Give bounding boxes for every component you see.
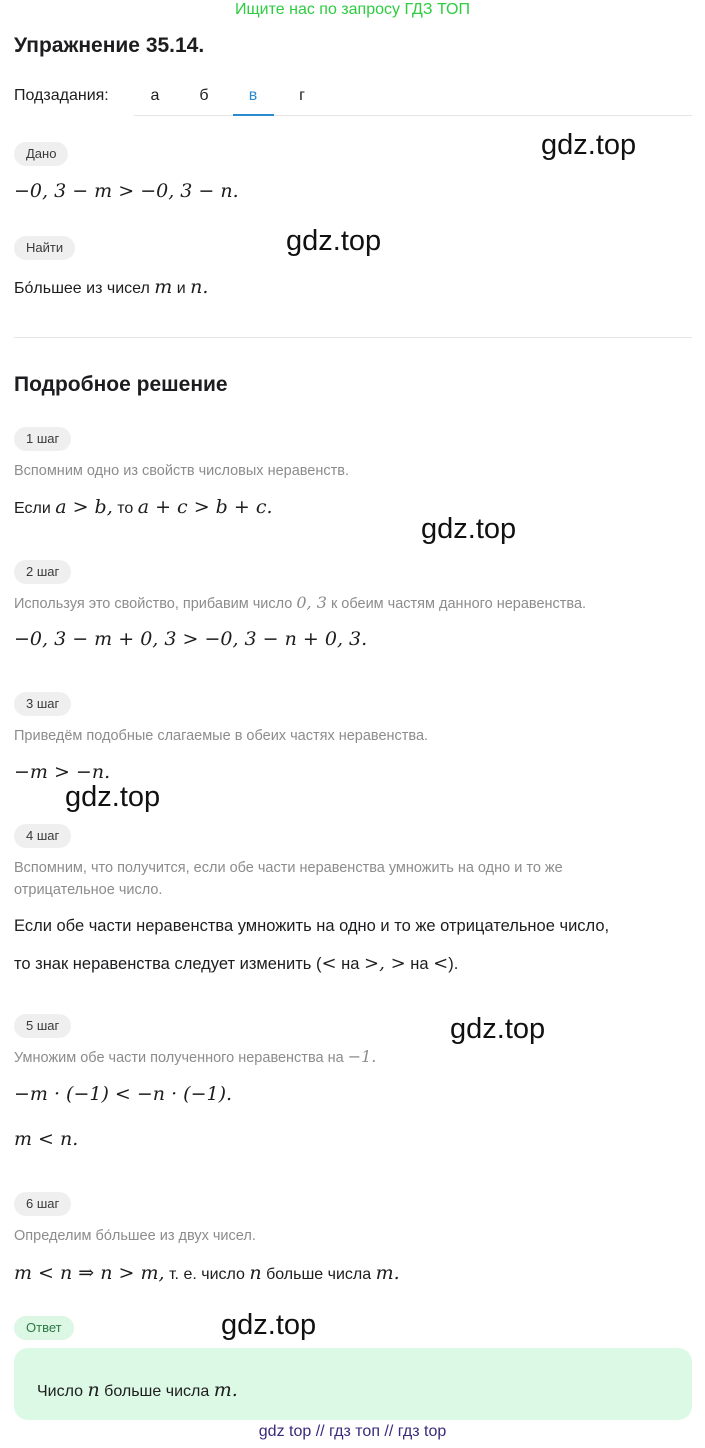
- step-4-desc-1: Вспомним, что получится, если обе части неравенства умножить на одно и то же: [14, 860, 563, 876]
- step-6-line: [14, 1262, 400, 1284]
- answer-text-mid: больше числа: [104, 1383, 210, 1400]
- watermark-2: gdz.top: [286, 225, 382, 257]
- step-6-text-1: т. е. число: [169, 1266, 245, 1283]
- tabs-divider: [134, 115, 692, 116]
- find-and: и: [176, 280, 186, 297]
- section-divider: [14, 337, 692, 338]
- step-1-line: [14, 496, 273, 518]
- step-4-desc-2: отрицательное число.: [14, 882, 163, 898]
- step-2-desc-math: 0, 3: [296, 593, 327, 612]
- step-4-text2-a: то знак неравенства следует изменить (: [14, 955, 322, 973]
- step-5-desc: [14, 1046, 376, 1069]
- step-3-desc: Приведём подобные слагаемые в обеих частях неравенства.: [14, 728, 429, 744]
- step-4-text2-d: ).: [448, 955, 459, 973]
- step-1-desc: Вспомним одно из свойств числовых неравенств.: [14, 463, 350, 479]
- step-3-formula: −m > −n.: [14, 761, 111, 783]
- tab-b[interactable]: б: [199, 87, 209, 104]
- step-4-text2-m3: <: [433, 953, 449, 974]
- watermark-4: gdz.top: [65, 781, 161, 813]
- active-tab-indicator: [233, 114, 274, 116]
- step-4-label: 4 шаг: [14, 824, 71, 848]
- step-4-text2-b: на: [341, 955, 360, 973]
- step-5-label: 5 шаг: [14, 1014, 71, 1038]
- step-2-desc: [14, 592, 586, 615]
- tab-g[interactable]: г: [299, 87, 305, 104]
- footer-links[interactable]: gdz top // гдз топ // гдз top: [258, 1423, 447, 1440]
- step-5-desc-math: −1.: [347, 1047, 377, 1066]
- find-label: Найти: [14, 236, 75, 260]
- step-3-label: 3 шаг: [14, 692, 71, 716]
- step-5-formula-2: m < n.: [14, 1128, 79, 1150]
- find-text: [14, 276, 208, 298]
- step-4-text2-c: на: [410, 955, 429, 973]
- step-1-label: 1 шаг: [14, 427, 71, 451]
- watermark-3: gdz.top: [421, 513, 517, 545]
- step-6-var-m: m.: [375, 1262, 400, 1284]
- step-2-desc-before: Используя это свойство, прибавим число: [14, 596, 293, 612]
- step-4-text2-m2: >, >: [364, 953, 406, 974]
- solution-title: Подробное решение: [14, 373, 228, 396]
- answer-text-before: Число: [37, 1383, 84, 1400]
- step-6-var-n: n: [249, 1262, 262, 1284]
- given-label: Дано: [14, 142, 68, 166]
- subtasks-label: Подзадания:: [14, 87, 109, 104]
- step-2-desc-after: к обеим частям данного неравенства.: [330, 596, 587, 612]
- tab-v[interactable]: в: [248, 87, 258, 104]
- watermark-5: gdz.top: [450, 1013, 546, 1045]
- step-5-desc-before: Умножим обе части полученного неравенства на: [14, 1050, 344, 1066]
- answer-var-m: m.: [213, 1379, 238, 1401]
- step-2-formula: −0, 3 − m + 0, 3 > −0, 3 − n + 0, 3.: [14, 628, 368, 650]
- answer-label: Ответ: [14, 1316, 74, 1340]
- find-text-before: Бо́льшее из чисел: [14, 280, 150, 297]
- step-1-prefix: Если: [14, 500, 51, 517]
- find-var-m: m: [154, 276, 173, 298]
- tab-a[interactable]: а: [150, 87, 160, 104]
- step-6-label: 6 шаг: [14, 1192, 71, 1216]
- step-1-mid: то: [117, 500, 134, 517]
- watermark-6: gdz.top: [221, 1309, 317, 1341]
- answer-text: [37, 1379, 238, 1401]
- step-1-math2: a + c > b + c.: [137, 496, 273, 518]
- find-var-n: n.: [190, 276, 209, 298]
- given-formula: −0, 3 − m > −0, 3 − n.: [14, 180, 239, 202]
- step-4-text-2: [14, 953, 458, 974]
- step-4-text2-m1: <: [321, 953, 337, 974]
- watermark-1: gdz.top: [541, 129, 637, 161]
- answer-var-n: n: [87, 1379, 100, 1401]
- step-1-math1: a > b,: [55, 496, 113, 518]
- step-6-desc: Определим бо́льшее из двух чисел.: [14, 1228, 256, 1244]
- step-2-label: 2 шаг: [14, 560, 71, 584]
- step-6-text-2: больше числа: [266, 1266, 372, 1283]
- step-4-text-1: Если обе части неравенства умножить на одно и то же отрицательное число,: [14, 917, 610, 935]
- search-banner[interactable]: Ищите нас по запросу ГДЗ ТОП: [235, 1, 470, 18]
- page-title: Упражнение 35.14.: [14, 34, 205, 57]
- step-6-math: m < n ⇒ n > m,: [14, 1262, 165, 1284]
- step-5-formula-1: −m · (−1) < −n · (−1).: [14, 1083, 233, 1105]
